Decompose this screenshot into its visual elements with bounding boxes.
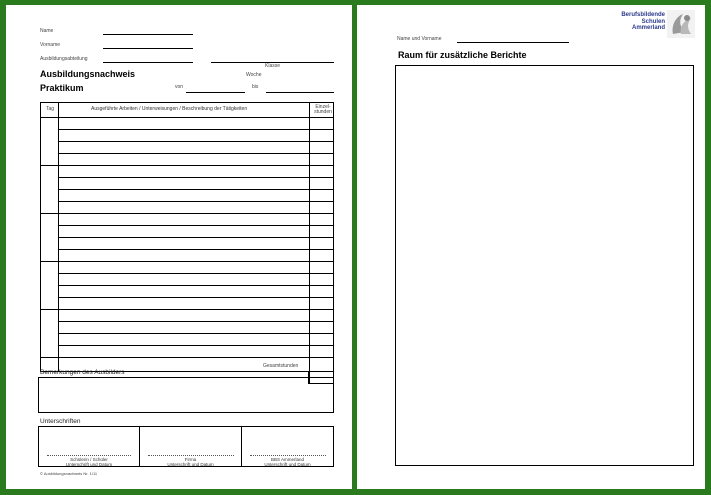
remarks-label: Bemerkungen des Ausbilders [40, 369, 125, 376]
student-role: Schülerin / Schüler [70, 457, 108, 462]
table-row-line [58, 345, 333, 346]
from-field[interactable] [186, 92, 245, 93]
remarks-box[interactable] [38, 377, 334, 413]
table-row-line [58, 189, 333, 190]
day-block-divider [41, 309, 333, 310]
name-label: Name [40, 28, 54, 34]
table-row-line [58, 285, 333, 286]
company-signature-cell[interactable] [139, 427, 241, 466]
form-subtitle: Praktikum [40, 83, 84, 93]
student-signature-cell[interactable] [39, 427, 139, 466]
table-row-line [58, 237, 333, 238]
right-name-label: Name und Vorname [397, 36, 442, 42]
company-caption: Unterschrift und Datum [167, 462, 214, 467]
signature-line [148, 455, 234, 456]
report-title: Raum für zusätzliche Berichte [398, 50, 527, 60]
day-block-divider [41, 213, 333, 214]
student-caption: Unterschrift und Datum [65, 462, 113, 467]
from-label: von [175, 84, 184, 90]
day-block-divider [41, 261, 333, 262]
right-report-page [357, 5, 705, 489]
day-block-divider [41, 165, 333, 166]
table-row-line [58, 273, 333, 274]
table-row-line [58, 201, 333, 202]
firstname-field[interactable] [103, 48, 193, 49]
firstname-label: Vorname [40, 42, 61, 48]
total-hours-label: Gesamtstunden [263, 363, 299, 369]
logo-line: Ammerland [631, 25, 665, 31]
table-row-line [58, 141, 333, 142]
to-label: bis [252, 84, 259, 90]
logo-line: Berufsbildende [621, 12, 665, 18]
school-role: BBS Ammerland [270, 457, 304, 462]
department-field[interactable] [103, 62, 193, 63]
form-title: Ausbildungsnachweis [40, 69, 136, 79]
company-role: Firma [184, 457, 197, 462]
to-field[interactable] [266, 92, 334, 93]
table-row-line [58, 297, 333, 298]
school-logo-icon [667, 10, 695, 38]
table-row-line [58, 153, 333, 154]
table-row-line [58, 129, 333, 130]
day-header: Tag [46, 106, 55, 112]
signatures-box [38, 426, 334, 467]
activities-header: Ausgeführte Arbeiten / Unterweisungen / Beschreibung der Tätigkeiten [91, 106, 248, 112]
right-name-field[interactable] [457, 42, 569, 43]
signatures-label: Unterschriften [40, 418, 81, 425]
report-area-box[interactable] [395, 65, 694, 466]
signature-line [250, 455, 326, 456]
table-row-line [58, 333, 333, 334]
department-label: Ausbildungsabteilung [40, 56, 88, 62]
activity-table [40, 102, 334, 372]
left-form-page [6, 5, 352, 489]
footer-note: © Ausbildungsnachweis Nr. 1/11 [40, 471, 98, 476]
table-row-line [58, 177, 333, 178]
school-caption: Unterschrift und Datum [264, 462, 311, 467]
table-row-line [58, 321, 333, 322]
day-block-divider [41, 357, 333, 358]
school-logo-text [621, 12, 665, 32]
school-signature-cell[interactable] [241, 427, 333, 466]
logo-line: Schulen [641, 18, 665, 25]
name-field[interactable] [103, 34, 193, 35]
table-row-line [58, 249, 333, 250]
hours-header: Einzel-stunden [314, 104, 332, 115]
week-label: Woche [246, 72, 262, 78]
class-label: Klasse [265, 63, 281, 69]
table-row-line [58, 225, 333, 226]
day-block-divider [41, 117, 333, 118]
signature-line [47, 455, 131, 456]
hours-column-divider [309, 103, 310, 384]
